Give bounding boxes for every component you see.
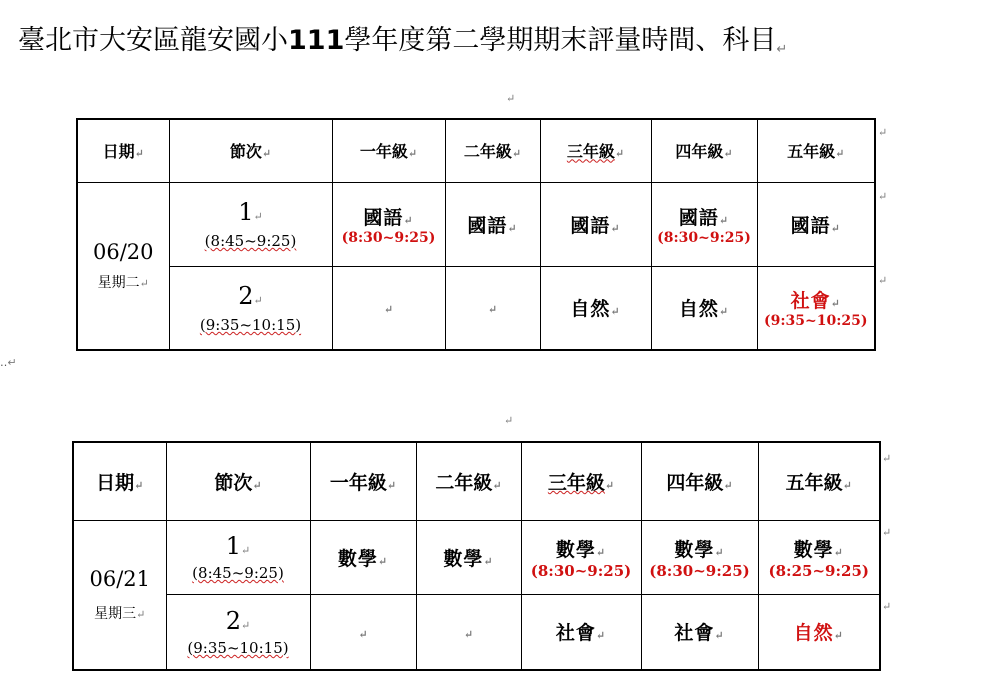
- exam-cell: 數學↵ (8:30~9:25): [641, 520, 758, 594]
- paragraph-mark-icon: ↵: [776, 42, 788, 57]
- exam-cell: 社會↵ (9:35~10:25): [757, 266, 875, 350]
- date-cell: [73, 520, 166, 670]
- header-grade-5: 五年級↵: [758, 442, 880, 520]
- exam-cell-empty: ↵: [310, 594, 416, 670]
- exam-cell-empty: ↵: [445, 266, 540, 350]
- exam-cell: 國語↵: [445, 182, 540, 266]
- header-grade-1: 一年級↵: [310, 442, 416, 520]
- exam-cell-empty: ↵: [416, 594, 521, 670]
- header-grade-2: 二年級↵: [445, 119, 540, 182]
- exam-cell: 社會↵: [641, 594, 758, 670]
- period-time: (9:35~10:15): [187, 638, 289, 657]
- period-cell: [166, 520, 310, 594]
- header-grade-1: 一年級↵: [332, 119, 445, 182]
- paragraph-mark-icon: ↵: [882, 600, 892, 613]
- header-period: 節次↵: [169, 119, 332, 182]
- table-row: [73, 520, 880, 594]
- title-suffix: 學年度第二學期期末評量時間、科目: [344, 25, 777, 56]
- exam-cell: 數學↵: [310, 520, 416, 594]
- period-number: 1↵: [238, 198, 263, 226]
- header-grade-5: 五年級↵: [757, 119, 875, 182]
- weekday-label: 星期二↵: [97, 274, 149, 291]
- exam-cell: 數學↵ (8:30~9:25): [521, 520, 641, 594]
- exam-schedule-table-0620: [76, 118, 876, 351]
- table-row: [77, 182, 875, 266]
- period-number: 2↵: [225, 606, 251, 635]
- header-grade-3: 三年級↵: [540, 119, 651, 182]
- date-value: 06/20: [92, 239, 154, 264]
- title-prefix: 臺北市大安區龍安國小: [18, 25, 288, 56]
- period-cell: [169, 182, 332, 266]
- paragraph-mark-icon: ↵: [878, 190, 888, 203]
- exam-schedule-table-0621: [72, 441, 881, 671]
- period-number: 1↵: [225, 532, 251, 560]
- exam-cell: 國語↵: [540, 182, 651, 266]
- exam-cell: 數學↵: [416, 520, 521, 594]
- exam-cell: 國語↵: [757, 182, 875, 266]
- table-row: [77, 266, 875, 350]
- period-cell: [169, 266, 332, 350]
- header-grade-2: 二年級↵: [416, 442, 521, 520]
- date-value: 06/21: [89, 566, 151, 591]
- paragraph-mark-icon: ↵: [882, 526, 892, 539]
- period-time: (8:45~9:25): [192, 564, 284, 582]
- period-time: (8:45~9:25): [204, 232, 297, 250]
- table-row: [73, 594, 880, 670]
- exam-cell: 數學↵ (8:25~9:25): [758, 520, 880, 594]
- stray-text: ‥↵: [0, 356, 17, 369]
- exam-cell-empty: ↵: [332, 266, 445, 350]
- paragraph-mark-icon: ↵: [882, 452, 892, 465]
- period-time: (9:35~10:15): [199, 315, 302, 334]
- period-cell: [166, 594, 310, 670]
- exam-cell: 國語↵ (8:30~9:25): [332, 182, 445, 266]
- exam-cell: 國語↵ (8:30~9:25): [651, 182, 757, 266]
- paragraph-mark-icon: ↵: [504, 414, 514, 427]
- period-number: 2↵: [238, 281, 263, 310]
- header-grade-3: 三年級↵: [521, 442, 641, 520]
- exam-cell: 社會↵: [521, 594, 641, 670]
- paragraph-mark-icon: ↵: [878, 274, 888, 287]
- header-period: 節次↵: [166, 442, 310, 520]
- paragraph-mark-icon: ↵: [506, 92, 516, 105]
- title-year: 111: [288, 25, 345, 56]
- date-cell: [77, 182, 169, 350]
- header-date: 日期↵: [73, 442, 166, 520]
- exam-cell: 自然↵: [651, 266, 757, 350]
- header-grade-4: 四年級↵: [641, 442, 758, 520]
- exam-cell: 自然↵: [540, 266, 651, 350]
- paragraph-mark-icon: ↵: [878, 126, 888, 139]
- header-grade-4: 四年級↵: [651, 119, 757, 182]
- weekday-label: 星期三↵: [94, 605, 146, 622]
- table-header-row: [73, 442, 880, 520]
- exam-cell: 自然↵: [758, 594, 880, 670]
- document-title: [18, 18, 787, 57]
- table-header-row: [77, 119, 875, 182]
- header-date: 日期↵: [77, 119, 169, 182]
